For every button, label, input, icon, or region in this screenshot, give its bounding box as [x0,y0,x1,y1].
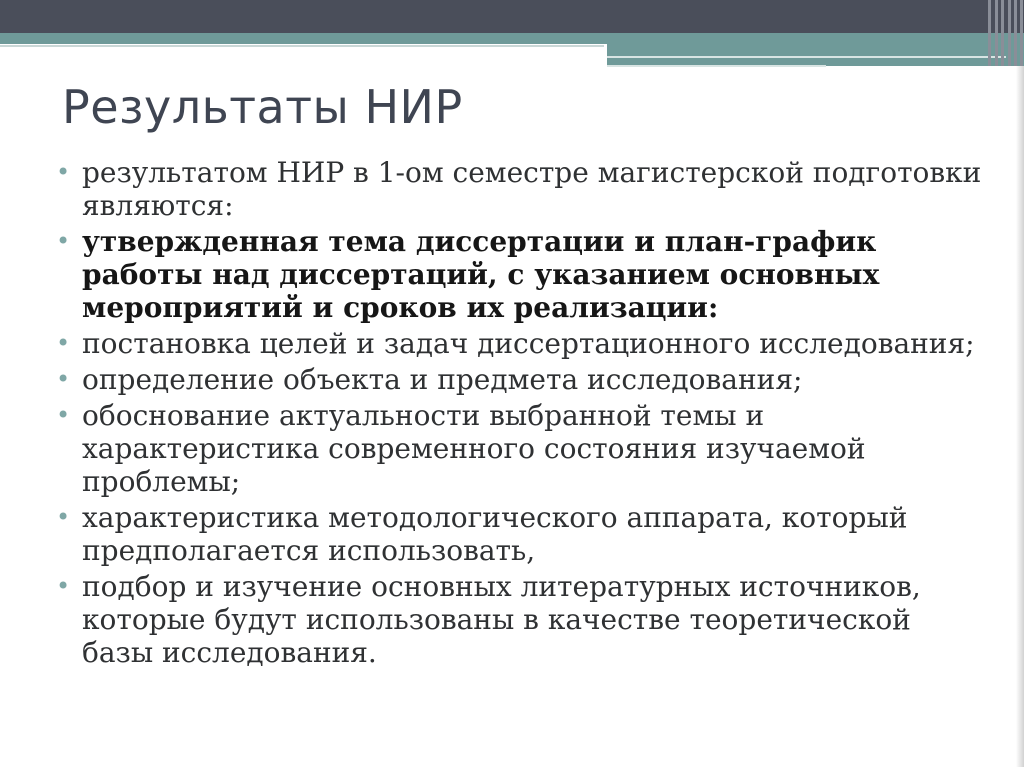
list-item [56,570,986,669]
list-item-text: постановка целей и задач диссертационного исследования; [82,327,975,360]
bullet-dot-icon: • [56,158,71,186]
header-bar-dark [0,0,1024,33]
list-item-text: определение объекта и предмета исследования; [82,363,803,396]
bullet-list [56,156,986,672]
header-thin-line [0,45,604,47]
header-vertical-stripes [986,0,1024,66]
bullet-dot-icon: • [56,365,71,393]
list-item-text: результатом НИР в 1-ом семестре магистерской подготовки являются: [82,156,982,222]
list-item [56,156,986,222]
list-item [56,399,986,498]
list-item [56,225,986,324]
slide-edge-shadow [1016,66,1024,767]
header-bar-teal-right [606,44,1024,66]
bullet-dot-icon: • [56,401,71,429]
bullet-dot-icon: • [56,329,71,357]
list-item-text: характеристика методологического аппарата, который предполагается использовать, [82,501,908,567]
slide-title: Результаты НИР [62,80,463,134]
list-item-text: утвержденная тема диссертации и план-график работы над диссертаций, с указанием основных мероприятий и сроков их реализации: [82,225,880,324]
list-item [56,327,986,360]
bullet-dot-icon: • [56,572,71,600]
header-thin-line [606,65,826,67]
list-item-text: подбор и изучение основных литературных источников, которые будут использованы в качестве теоретической базы исследования. [82,570,921,669]
list-item [56,363,986,396]
header-bar-teal [0,33,1024,44]
bullet-dot-icon: • [56,227,71,255]
list-item-text: обоснование актуальности выбранной темы и характеристика современного состояния изучаемой проблемы; [82,399,866,498]
list-item [56,501,986,567]
bullet-dot-icon: • [56,503,71,531]
header-gap [604,44,607,68]
header-thin-line [606,56,1006,58]
